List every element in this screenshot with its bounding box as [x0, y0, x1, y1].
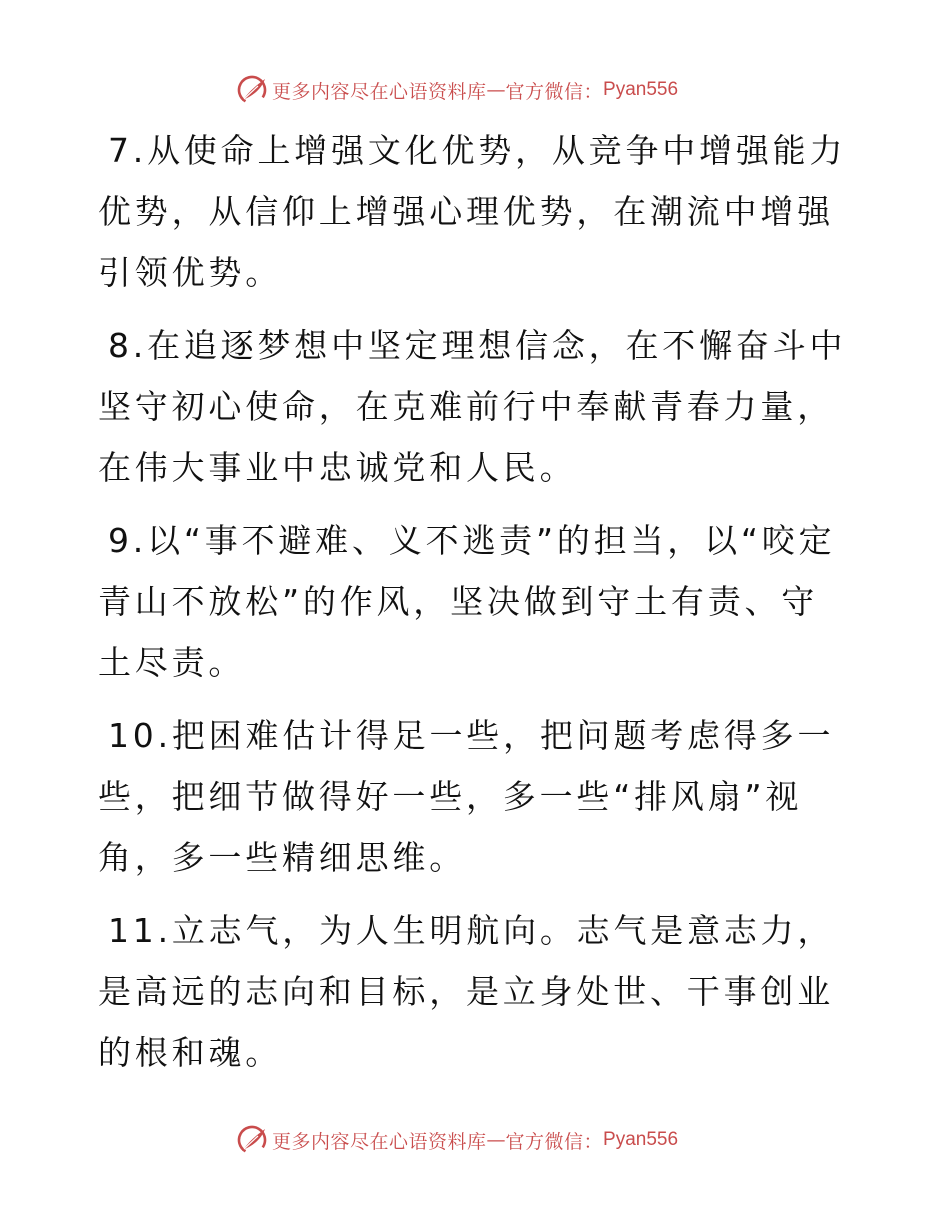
paragraph-7: 7.从使命上增强文化优势，从竞争中增强能力优势，从信仰上增强心理优势，在潮流中增强引领优势。: [98, 131, 847, 292]
paragraph-10: 10.把困难估计得足一些，把问题考虑得多一些，把细节做得好一些，多一些“排风扇”视角，多一些精细思维。: [98, 716, 835, 877]
watermark-separator: —: [486, 1129, 506, 1151]
watermark-wechat-id: Pyan556: [603, 79, 679, 100]
paragraph-9: 9.以“事不避难、义不逃责”的担当，以“咬定青山不放松”的作风，坚决做到守土有责、守土尽责。: [98, 521, 836, 682]
watermark-wechat-label: 官方微信：: [505, 1130, 604, 1153]
document-body: [98, 120, 850, 1095]
header-watermark: [236, 73, 678, 107]
watermark-wechat-label: 官方微信：: [505, 80, 604, 103]
paragraph-8: 8.在追逐梦想中坚定理想信念，在不懈奋斗中坚守初心使命，在克难前行中奉献青春力量，在伟大事业中忠诚党和人民。: [98, 326, 847, 487]
watermark-brand: 更多内容尽在心语资料库: [272, 1130, 487, 1153]
quill-leaf-logo-icon: [236, 74, 268, 106]
quill-leaf-logo-icon: [236, 1124, 268, 1156]
footer-watermark: [236, 1123, 678, 1157]
watermark-wechat-id: Pyan556: [603, 1129, 679, 1150]
paragraph-11: 11.立志气，为人生明航向。志气是意志力，是高远的志向和目标，是立身处世、干事创业的根和魂。: [98, 911, 835, 1072]
watermark-separator: —: [486, 79, 506, 101]
watermark-brand: 更多内容尽在心语资料库: [272, 80, 487, 103]
